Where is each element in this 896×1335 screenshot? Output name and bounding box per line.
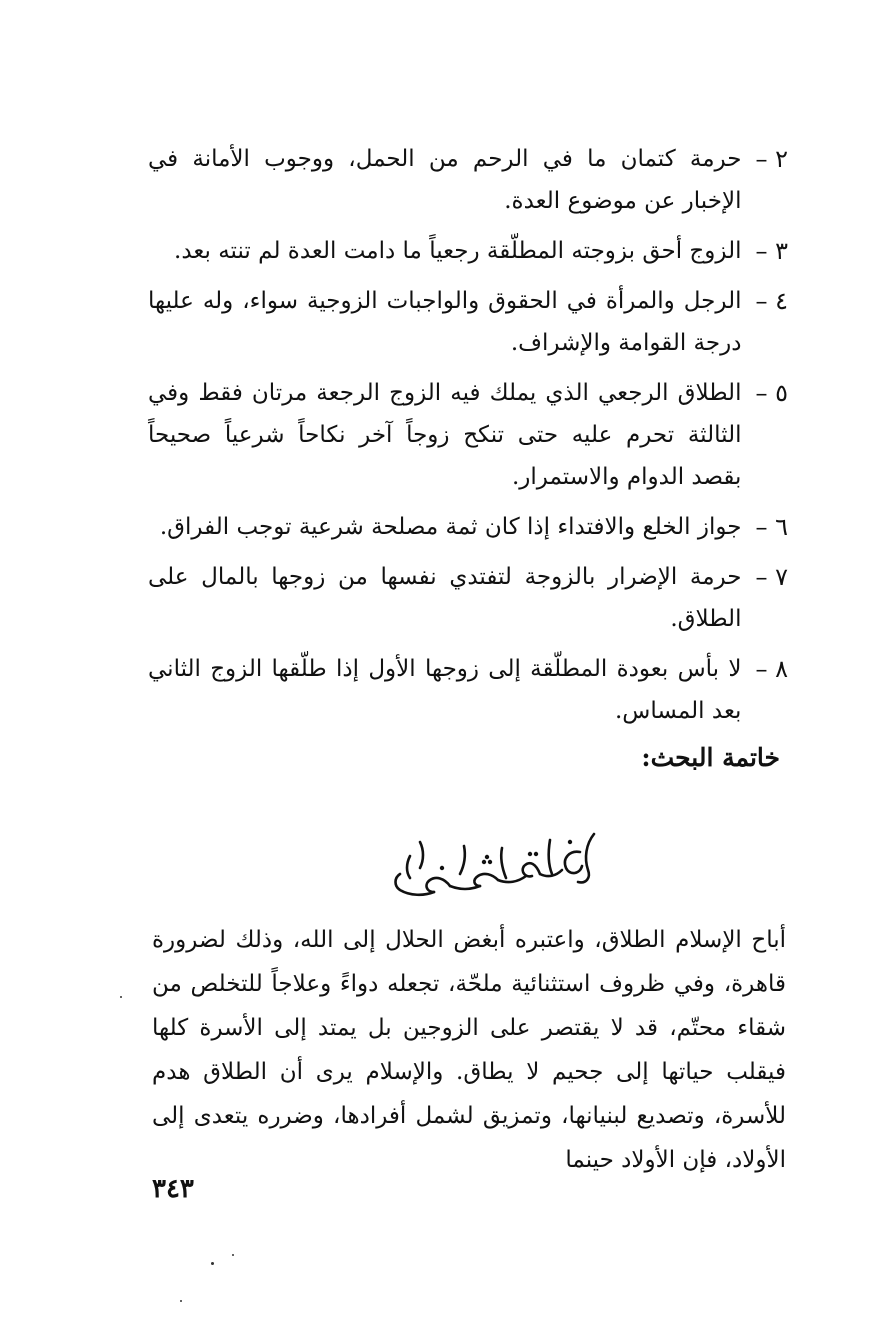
body-paragraph: أباح الإسلام الطلاق، واعتبره أبغض الحلال إلى الله، وذلك لضرورة قاهرة، وفي ظروف استثنائية ملحّة، تجعله دواءً وعلاجاً للتخلص من شقاء محتّم، قد لا يقتصر على الزوجين بل يمتد إلى الأسرة كلها فيقلب حياتها إلى جحيم لا يطاق. والإسلام يرى أن الطلاق هدم للأسرة، وتصديع لبنيانها، وتمزيق لشمل أفرادها، وضرره يتعدى إلى الأولاد، فإن الأولاد حينما bbox=[152, 927, 786, 1173]
item-text: الزوج أحق بزوجته المطلّقة رجعياً ما دامت العدة لم تنته بعد. bbox=[174, 238, 742, 264]
list-item bbox=[148, 556, 788, 640]
scan-speck bbox=[232, 1254, 234, 1256]
scan-speck bbox=[120, 996, 122, 998]
section-heading: خاتمة البحث: bbox=[641, 743, 780, 772]
list-item bbox=[148, 372, 788, 498]
item-number: ٧ – bbox=[755, 563, 788, 591]
list-item bbox=[148, 230, 788, 272]
item-text: حرمة كتمان ما في الرحم من الحمل، ووجوب الأمانة في الإخبار عن موضوع العدة. bbox=[148, 146, 742, 214]
item-text: الطلاق الرجعي الذي يملك فيه الزوج الرجعة مرتان فقط وفي الثالثة تحرم عليه حتى تنكح زوجاً آخر نكاحاً شرعياً صحيحاً بقصد الدوام والاستمرار. bbox=[148, 380, 742, 490]
item-number: ٢ – bbox=[755, 145, 788, 173]
scan-speck bbox=[180, 1300, 182, 1302]
item-text: جواز الخلع والافتداء إذا كان ثمة مصلحة شرعية توجب الفراق. bbox=[159, 514, 742, 540]
item-number: ٥ – bbox=[755, 379, 788, 407]
conclusions-list bbox=[148, 138, 788, 740]
item-number: ٦ – bbox=[755, 513, 788, 541]
item-number: ٤ – bbox=[755, 287, 788, 315]
list-item bbox=[148, 280, 788, 364]
item-number: ٣ – bbox=[755, 237, 788, 265]
item-text: لا بأس بعودة المطلّقة إلى زوجها الأول إذا طلّقها الزوج الثاني بعد المساس. bbox=[148, 656, 742, 724]
page-number: ٣٤٣ bbox=[152, 1174, 194, 1204]
calligraphy-title bbox=[380, 812, 610, 902]
scan-speck bbox=[211, 1262, 214, 1265]
calligraphy-artwork bbox=[380, 812, 610, 902]
item-number: ٨ – bbox=[755, 655, 788, 683]
list-item bbox=[148, 138, 788, 222]
list-item bbox=[148, 506, 788, 548]
item-text: الرجل والمرأة في الحقوق والواجبات الزوجية سواء، وله عليها درجة القوامة والإشراف. bbox=[148, 288, 742, 356]
list-item bbox=[148, 648, 788, 732]
item-text: حرمة الإضرار بالزوجة لتفتدي نفسها من زوجها بالمال على الطلاق. bbox=[148, 564, 742, 632]
